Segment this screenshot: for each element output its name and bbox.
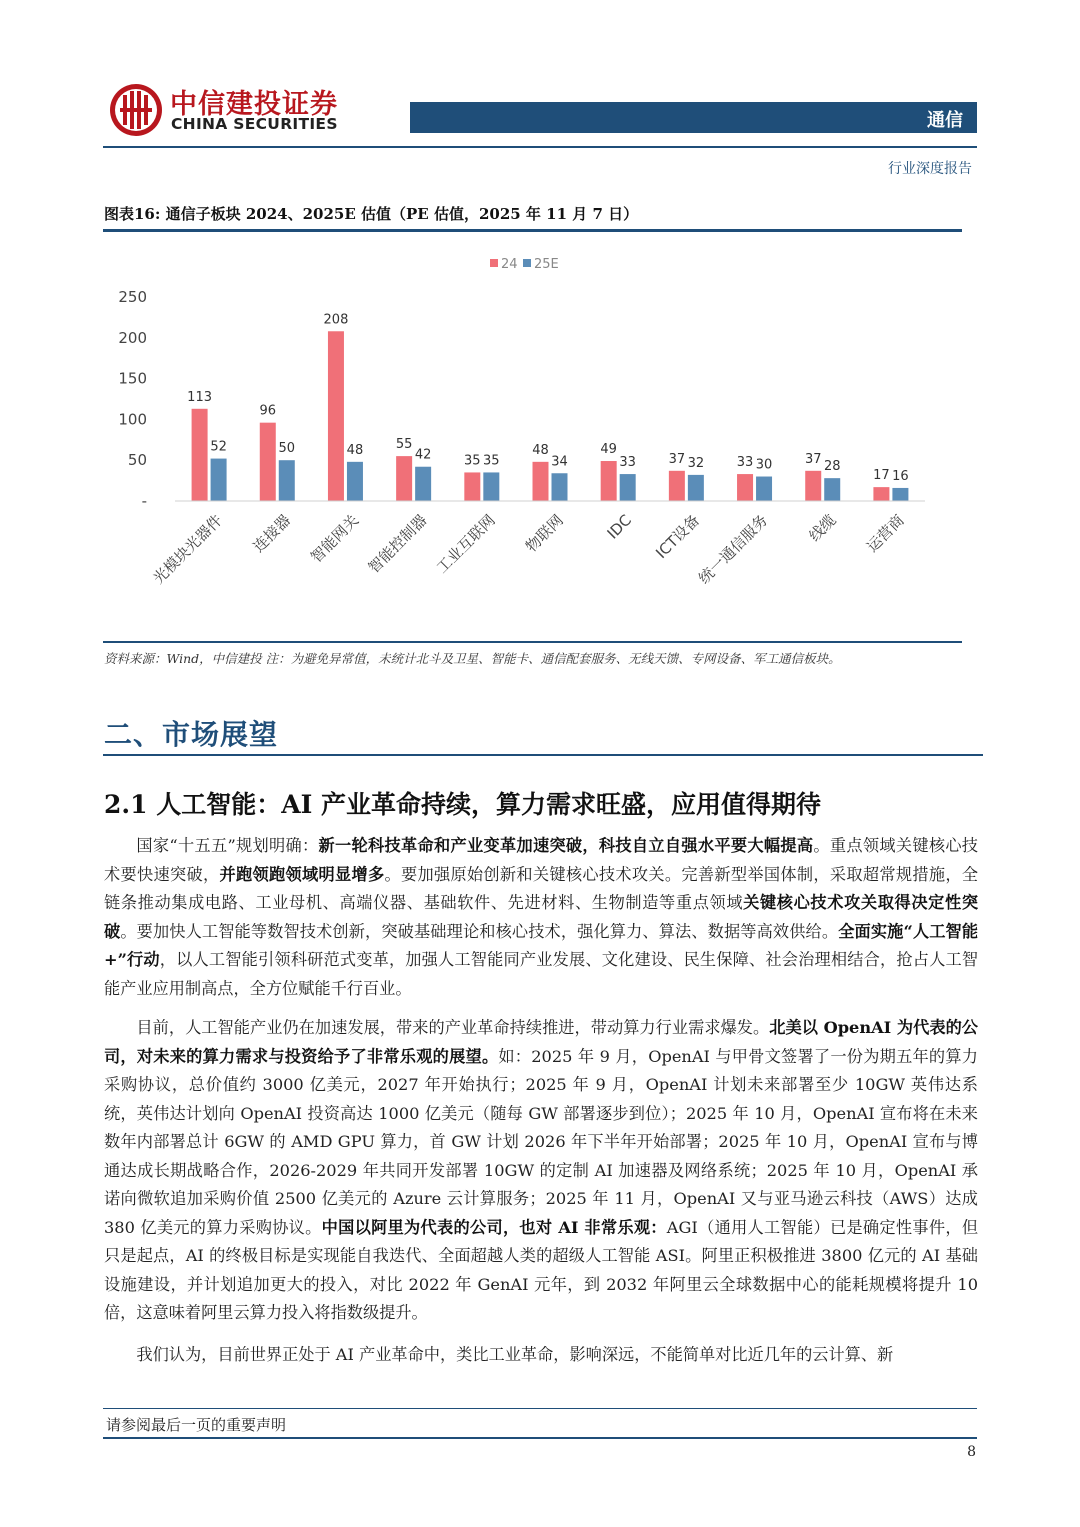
- body-text: ，以人工智能引领科研范式变革，加强人工智能同产业发展、文化建设、民生保障、社会治理相结合，抢占人工智能产业应用制高点，全方位赋能千行百业。: [104, 950, 979, 998]
- legend-label-1: 25E: [534, 257, 559, 272]
- data-label: 33: [736, 455, 754, 471]
- x-tick-label: 线缆: [805, 511, 840, 546]
- header-divider: [103, 146, 977, 148]
- body-text: 。要加强原始创新和关键核心技术攻关。完善新型举国体制，采取超常规措施，全链条推动集成电路、工业母机、高端仪器、基础软件、先进材料、生物制造等重点领域: [104, 864, 979, 912]
- data-label: 37: [804, 451, 822, 467]
- x-tick-label: 运营商: [863, 511, 908, 556]
- page-number: 8: [967, 1444, 976, 1460]
- data-label: 35: [483, 453, 500, 469]
- body-text: 。重点领域关键核心技术要快速突破，: [104, 836, 978, 884]
- data-label: 49: [600, 442, 617, 458]
- logo-chinese-name: 中信建投证券: [170, 89, 338, 120]
- data-label: 35: [464, 453, 481, 469]
- bar-24-8: [737, 474, 753, 501]
- x-axis: [150, 501, 925, 587]
- bar-24-10: [873, 487, 889, 501]
- body-text: 我们认为，目前世界正处于 AI 产业革命中，类比工业革命，影响深远，不能简单对比近几年的云计算、新: [136, 1345, 894, 1364]
- y-tick-label: 100: [118, 410, 147, 429]
- x-tick-label: 连接器: [249, 511, 295, 556]
- footer-rule-bottom: [103, 1437, 977, 1439]
- body-text: 目前，人工智能产业仍在加速发展，带来的产业革命持续推进，带动算力行业需求爆发。: [136, 1018, 770, 1037]
- company-logo-icon: [108, 82, 164, 138]
- bar-24-9: [805, 471, 821, 501]
- figure-title-rule: [103, 229, 962, 232]
- figure-title: 图表16: 通信子板块 2024、2025E 估值（PE 估值，2025 年 11 月 7 日）: [104, 205, 639, 223]
- bar-24-3: [396, 456, 412, 501]
- bar-25E-0: [211, 459, 227, 501]
- bar-25E-4: [483, 472, 499, 501]
- data-label: 48: [532, 442, 549, 458]
- bar-25E-5: [552, 473, 568, 501]
- data-label: 37: [668, 451, 686, 467]
- data-label: 16: [892, 468, 909, 484]
- bar-24-4: [464, 472, 480, 501]
- data-label: 28: [823, 459, 841, 475]
- industry-band: [410, 102, 977, 133]
- bar-24-6: [601, 461, 617, 501]
- paragraph-2: [104, 1014, 978, 1328]
- y-tick-label: 50: [127, 451, 147, 470]
- emphasis-text: 关键核心技术攻关取得决定性突破: [104, 893, 979, 941]
- data-label: 33: [619, 455, 636, 471]
- bar-24-0: [192, 409, 208, 501]
- body-text: 国家“十五五”规划明确：: [136, 836, 319, 855]
- bar-25E-7: [688, 475, 704, 501]
- section-heading-rule: [103, 754, 983, 756]
- bar-25E-8: [756, 477, 772, 501]
- y-tick-label: -: [141, 492, 147, 510]
- footer-rule-top: [103, 1408, 977, 1409]
- bar-25E-2: [347, 462, 363, 501]
- data-label: 96: [259, 403, 277, 419]
- data-label: 30: [755, 457, 773, 473]
- x-tick-label: ICT设备: [652, 511, 704, 563]
- data-label: 55: [395, 437, 413, 453]
- bar-25E-9: [824, 478, 840, 501]
- y-tick-label: 250: [118, 288, 147, 306]
- x-tick-label: 物联网: [522, 511, 567, 556]
- body-text: 如：2025 年 9 月，OpenAI 与甲骨文签署了一份为期五年的算力采购协议，总价值约 3000 亿美元，2027 年开始执行；2025 年 9 月，OpenAI 计划未来部署至少 10GW 英伟达系统，英伟达计划向 OpenAI 投资高达 1000 亿美元（随每 GW 部署逐步到位）；2025 年 10 月，OpenAI 宣布将在未来数年内部署总计 6GW 的 AMD GPU 算力，首 GW 计划 2026 年下半年开始部署；2025 年 10 月，OpenAI 宣布与博通达成长期战略合作，2026-2029 年共同开发部署 10GW 的定制 AI 加速器及网络系统；2025 年 10 月，OpenAI 承诺向微软追加采购价值 2500 亿美元的 Azure 云计算服务；2025 年 11 月，OpenAI 又与亚马逊云科技（AWS）达成 380 亿美元的算力采购协议。: [104, 1046, 978, 1237]
- x-tick-label: 工业互联网: [432, 511, 499, 577]
- emphasis-text: 并跑领跑领域明显增多: [219, 864, 385, 884]
- data-label: 42: [414, 447, 432, 463]
- data-label: 34: [551, 454, 568, 470]
- y-tick-label: 150: [118, 369, 147, 388]
- data-label: 113: [187, 389, 213, 405]
- bar-24-1: [260, 423, 276, 501]
- body-text: AGI（通用人工智能）已是确定性事件，但只是起点，AI 的终极目标是实现能自我迭代、全面超越人类的超级人工智能 ASI。阿里正积极推进 3800 亿元的 AI 基础设施建设，并计划追加更大的投入，对比 2022 年 GenAI 元年，到 2032 年阿里云全球数据中心的能耗规模将提升 10 倍，这意味着阿里云算力投入将指数级提升。: [104, 1217, 979, 1322]
- y-axis: [118, 288, 147, 510]
- report-type-label: 行业深度报告: [888, 161, 972, 177]
- bar-25E-10: [892, 488, 908, 501]
- bar-24-2: [328, 331, 344, 501]
- data-label: 208: [323, 312, 349, 328]
- x-tick-label: IDC: [603, 511, 636, 543]
- legend-swatch-0: [490, 259, 498, 267]
- valuation-bar-chart: [100, 245, 962, 640]
- emphasis-text: 北美以 OpenAI 为代表的公司，对未来的算力需求与投资给予了非常乐观的展望。: [104, 1018, 978, 1066]
- logo-english-name: CHINA SECURITIES: [171, 115, 338, 133]
- chart-legend: [490, 257, 559, 272]
- legend-swatch-1: [523, 259, 531, 267]
- subsection-heading: 2.1 人工智能：AI 产业革命持续，算力需求旺盛，应用值得期待: [104, 790, 821, 819]
- section-heading: 二、市场展望: [104, 718, 279, 751]
- legend-label-0: 24: [501, 257, 518, 272]
- data-label: 17: [873, 468, 890, 484]
- x-tick-label: 智能网关: [307, 511, 363, 567]
- emphasis-text: 中国以阿里为代表的公司，也对 AI 非常乐观：: [321, 1217, 667, 1237]
- bar-25E-6: [620, 474, 636, 501]
- bar-25E-3: [415, 467, 431, 501]
- bar-group: [187, 312, 909, 501]
- data-label: 52: [210, 439, 227, 455]
- data-label: 48: [346, 442, 364, 458]
- footer-disclaimer: 请参阅最后一页的重要声明: [106, 1416, 287, 1434]
- bar-25E-1: [279, 460, 295, 501]
- data-label: 50: [278, 441, 296, 457]
- bar-24-7: [669, 471, 685, 501]
- body-text: 。要加快人工智能等数智技术创新，突破基础理论和核心技术，强化算力、算法、数据等高效供给。: [120, 921, 839, 941]
- emphasis-text: 新一轮科技革命和产业变革加速突破，科技自立自强水平要大幅提高: [318, 836, 814, 855]
- x-tick-label: 统一通信服务: [694, 511, 772, 588]
- y-tick-label: 200: [118, 328, 147, 347]
- paragraph-3: [104, 1341, 978, 1370]
- emphasis-text: 全面实施“人工智能+”行动: [104, 921, 979, 969]
- data-label: 32: [687, 455, 705, 471]
- bar-24-5: [533, 462, 549, 501]
- figure-source-note: 资料来源：Wind，中信建投 注：为避免异常值，未统计北斗及卫星、智能卡、通信配套服务、无线天馈、专网设备、军工通信板块。: [104, 651, 841, 666]
- source-rule: [103, 641, 962, 643]
- industry-label: 通信: [927, 110, 963, 131]
- x-tick-label: 光模块光器件: [149, 511, 226, 588]
- paragraph-1: [104, 832, 978, 1003]
- x-tick-label: 智能控制器: [364, 511, 431, 577]
